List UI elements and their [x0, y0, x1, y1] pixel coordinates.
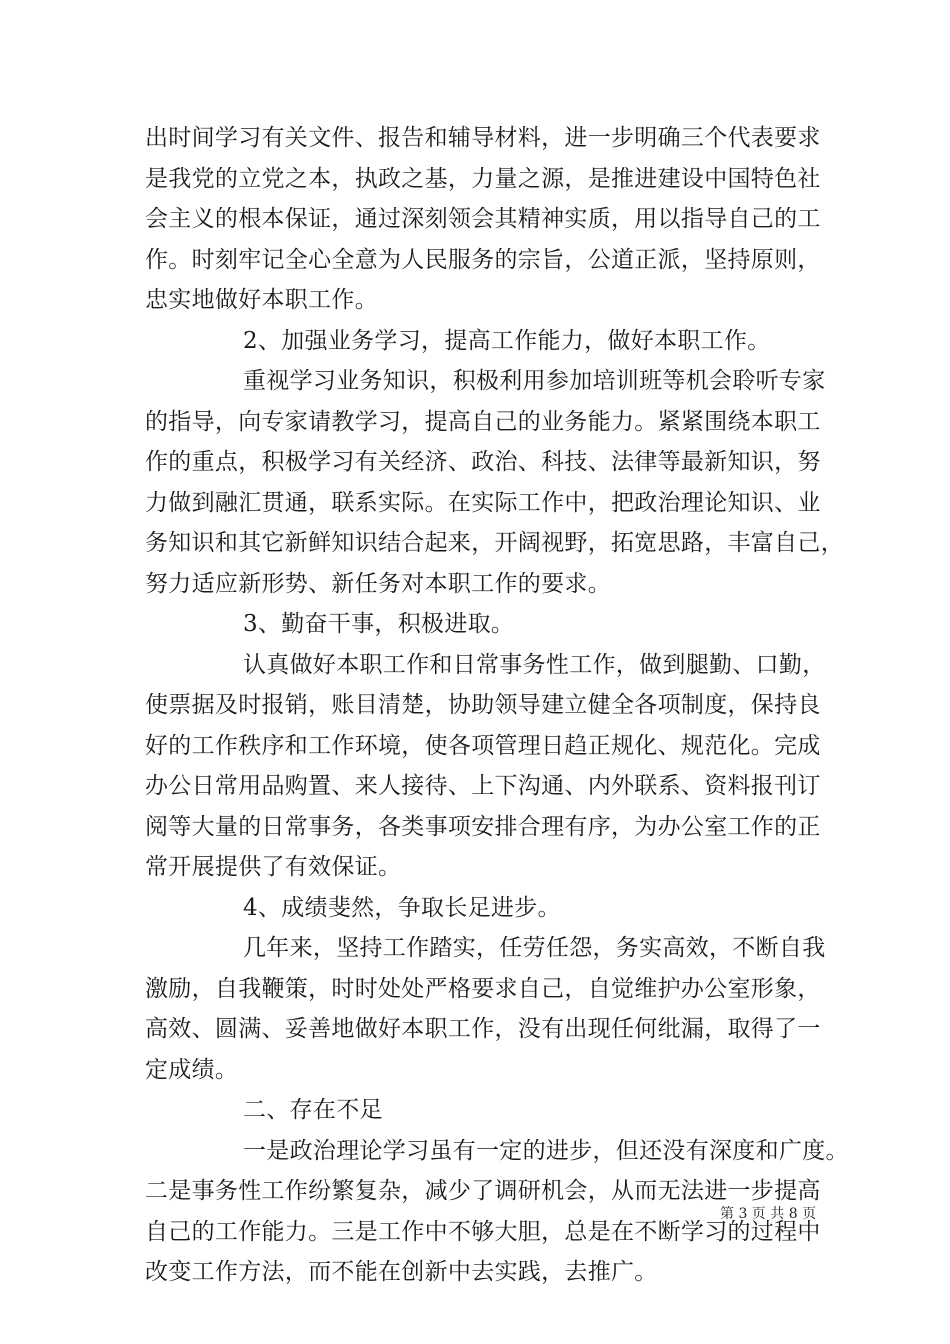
text-line: 常开展提供了有效保证。 — [145, 854, 402, 880]
section-heading-3: 3、勤奋干事，积极进取。 — [243, 611, 515, 637]
text-line: 出时间学习有关文件、报告和辅导材料，进一步明确三个代表要求 — [145, 125, 821, 151]
text-line: 努力适应新形势、新任务对本职工作的要求。 — [145, 570, 611, 597]
text-line: 是我党的立党之本，执政之基，力量之源，是推进建设中国特色社 — [145, 165, 821, 192]
text-line: 忠实地做好本职工作。 — [145, 287, 378, 313]
paragraph-start: 一是政治理论学习虽有一定的进步，但还没有深度和广度。 — [243, 1137, 849, 1164]
page-number-footer: 第 3 页 共 8 页 — [720, 1206, 817, 1222]
section-heading-shortcomings: 二、存在不足 — [243, 1097, 383, 1123]
paragraph-start: 认真做好本职工作和日常事务性工作，做到腿勤、口勤， — [243, 651, 826, 678]
text-line: 务知识和其它新鲜知识结合起来，开阔视野，拓宽思路，丰富自己， — [145, 530, 844, 556]
paragraph-start: 几年来，坚持工作踏实，任劳任怨，务实高效，不断自我 — [243, 935, 826, 961]
text-line: 的指导，向专家请教学习，提高自己的业务能力。紧紧围绕本职工 — [145, 408, 821, 435]
text-line: 激励，自我鞭策，时时处处严格要求自己，自觉维护办公室形象， — [145, 975, 821, 1002]
text-line: 作。时刻牢记全心全意为人民服务的宗旨，公道正派，坚持原则， — [145, 246, 821, 273]
text-line: 定成绩。 — [145, 1056, 239, 1083]
text-line: 会主义的根本保证，通过深刻领会其精神实质，用以指导自己的工 — [145, 206, 821, 232]
text-line: 阅等大量的日常事务，各类事项安排合理有序，为办公室工作的正 — [145, 813, 821, 840]
text-line: 改变工作方法，而不能在创新中去实践，去推广。 — [145, 1259, 658, 1285]
section-heading-2: 2、加强业务学习，提高工作能力，做好本职工作。 — [243, 327, 771, 354]
text-line: 自己的工作能力。三是工作中不够大胆，总是在不断学习的过程中 — [145, 1218, 821, 1245]
text-line: 作的重点，积极学习有关经济、政治、科技、法律等最新知识，努 — [145, 449, 821, 475]
document-body — [145, 118, 849, 1293]
text-line: 二是事务性工作纷繁复杂，减少了调研机会，从而无法进一步提高 — [145, 1178, 821, 1204]
paragraph-start: 重视学习业务知识，积极利用参加培训班等机会聆听专家 — [243, 368, 826, 394]
text-line: 好的工作秩序和工作环境，使各项管理日趋正规化、规范化。完成 — [145, 732, 821, 759]
text-line: 高效、圆满、妥善地做好本职工作，没有出现任何纰漏，取得了一 — [145, 1016, 821, 1042]
section-heading-4: 4、成绩斐然，争取长足进步。 — [243, 894, 561, 921]
text-line: 使票据及时报销，账目清楚，协助领导建立健全各项制度，保持良 — [145, 692, 821, 718]
text-line: 力做到融汇贯通，联系实际。在实际工作中，把政治理论知识、业 — [145, 489, 821, 516]
text-line: 办公日常用品购置、来人接待、上下沟通、内外联系、资料报刊订 — [145, 773, 821, 799]
